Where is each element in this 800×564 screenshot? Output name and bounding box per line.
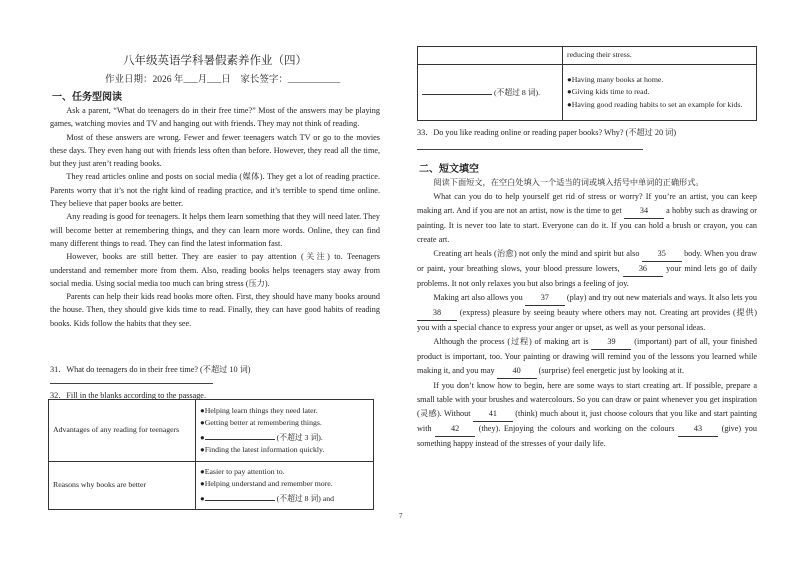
- cloze-paragraph: If you don’t know how to begin, here are some ways to start creating art. If possible, prepare a small table with your brushes and watercolours. So you can draw or paint whenever you get inspiration (灵感). Without 41 (think) much about it, just choose colours that you like and start painting with 42 (they). Enjoying the colours and working on the colours 43 (give) you something happy instead of the stresses of your daily life.: [417, 381, 758, 448]
- table-row-label: (不超过 8 词).: [418, 65, 563, 121]
- cloze-passage: [417, 176, 757, 451]
- blank-field[interactable]: [422, 85, 492, 95]
- table-item: ●Having good reading habits to set an example for kids.: [567, 99, 743, 109]
- table-cell-empty: [418, 47, 563, 65]
- passage-paragraph: Parents can help their kids read books more often. First, they should have many books around the house. Then, they should give kids time to read. Finally, they can have good habits of reading books. Kids follow the habits that they see.: [50, 292, 380, 328]
- cloze-paragraph: Making art also allows you 37 (play) and try out new materials and ways. It also lets you 38 (express) pleasure by seeing beauty where others may not. Creating art provides (提供) you with a special chance to express your anger or upset, as well as your personal ideas.: [417, 293, 757, 332]
- cloze-instruction: 阅读下面短文，在空白处填入一个适当的词或填入括号中单词的正确形式。: [433, 178, 704, 187]
- cloze-paragraph: What can you do to help yourself get rid of stress or worry? If you’re an artist, you can keep making art. And if you are not an artist, now is the time to get 34 a hobby such as drawing or painting. It is never too late to start. Everyone can do it. If you can hold a brush or crayon, you can create art.: [417, 192, 757, 244]
- page-number: 7: [399, 512, 403, 520]
- table-cell: reducing their stress.: [563, 47, 757, 65]
- blank-41[interactable]: 41: [473, 407, 513, 422]
- passage-paragraph: Ask a parent, “What do teenagers do in their free time?” Most of the answers may be playing games, watching movies and TV and hanging out with friends. They may not think of reading.: [50, 106, 380, 129]
- table-item-blank: ● (不超过 8 词) and: [200, 491, 369, 506]
- blank-42[interactable]: 42: [435, 422, 475, 437]
- cloze-paragraph: Creating art heals (治愈) not only the mind and spirit but also 35 body. When you draw or paint, your breathing slows, your blood pressure lowers, 36 your mind lets go of daily problems. It not only relaxes you but also brings a feeling of joy.: [417, 249, 757, 288]
- fill-table: [48, 399, 374, 510]
- passage-paragraph: However, books are still better. They are easier to pay attention (关注) to. Teenagers understand and remember more from them. Also, reading books helps teenagers stay away from social media. Using social media too much can bring stress (压力).: [50, 252, 380, 288]
- blank-39[interactable]: 39: [591, 335, 631, 350]
- blank-field[interactable]: [205, 491, 275, 501]
- section-heading-reading: 一、任务型阅读: [52, 92, 122, 103]
- passage-paragraph: Any reading is good for teenagers. It helps them learn something that they will need later. They will become better at remembering things, and they can learn more words. Online, they can find many different things to read. They can find the latest information fast.: [50, 212, 380, 248]
- table-item: ●Getting better at remembering things.: [200, 418, 322, 427]
- table-continuation: [417, 46, 757, 121]
- question-33: 33．Do you like reading online or reading paper books? Why? (不超过 20 词): [417, 128, 677, 137]
- blank-43[interactable]: 43: [678, 422, 718, 437]
- table-row-items: [196, 400, 374, 462]
- table-item: ●Giving kids time to read.: [567, 87, 650, 97]
- blank-35[interactable]: 35: [642, 247, 682, 262]
- passage-paragraph: They read articles online and posts on social media (媒体). They get a lot of reading practice. Parents worry that it’s not the right kind of reading practice, and it’s terrible to spend time online. They believe that paper books are better.: [50, 172, 380, 209]
- blank-34[interactable]: 34: [624, 204, 664, 219]
- answer-line-31[interactable]: [50, 383, 213, 384]
- blank-40[interactable]: 40: [497, 364, 537, 379]
- date-label: 作业日期：2026 年___月___日: [105, 75, 231, 85]
- cloze-paragraph: Although the process (过程) of making art is 39 (important) part of all, your finished product is important, too. Your painting or drawing will remind you of the lessons you learned while making it, and you may 40 (surprise) feel energetic just by looking at it.: [417, 335, 757, 379]
- table-item: ●Helping learn things they need later.: [200, 405, 318, 415]
- table-row-items: [563, 65, 757, 121]
- assignment-meta: [105, 71, 340, 85]
- table-item: ●Finding the latest information quickly.: [200, 445, 325, 454]
- table-item-blank: ● (不超过 3 词).: [200, 430, 369, 445]
- table-item: ●Easier to pay attention to.: [200, 466, 285, 476]
- parent-sign-label: 家长签字：___________: [240, 75, 341, 85]
- table-row-label: Reasons why books are better: [49, 462, 196, 510]
- blank-field[interactable]: [205, 430, 275, 440]
- answer-line-33[interactable]: [417, 149, 643, 150]
- question-32: 32．Fill in the blanks according to the passage.: [50, 391, 206, 400]
- page-title: 八年级英语学科暑假素养作业（四）: [123, 55, 307, 67]
- table-item: ●Having many books at home.: [567, 74, 664, 84]
- blank-37[interactable]: 37: [525, 291, 565, 306]
- question-31: 31．What do teenagers do in their free time? (不超过 10 词): [50, 365, 251, 374]
- table-row-items: [196, 462, 374, 510]
- table-item: ●Helping understand and remember more.: [200, 479, 333, 489]
- blank-36[interactable]: 36: [623, 262, 663, 277]
- section-heading-cloze: 二、短文填空: [419, 164, 479, 175]
- reading-passage: [50, 104, 380, 330]
- blank-38[interactable]: 38: [417, 306, 457, 321]
- table-row-label: Advantages of any reading for teenagers: [49, 400, 196, 462]
- passage-paragraph: Most of these answers are wrong. Fewer and fewer teenagers watch TV or go to the movies these days. They even hang out with friends less often than before. However, they read all the time, but they just aren’t reading books.: [50, 132, 380, 169]
